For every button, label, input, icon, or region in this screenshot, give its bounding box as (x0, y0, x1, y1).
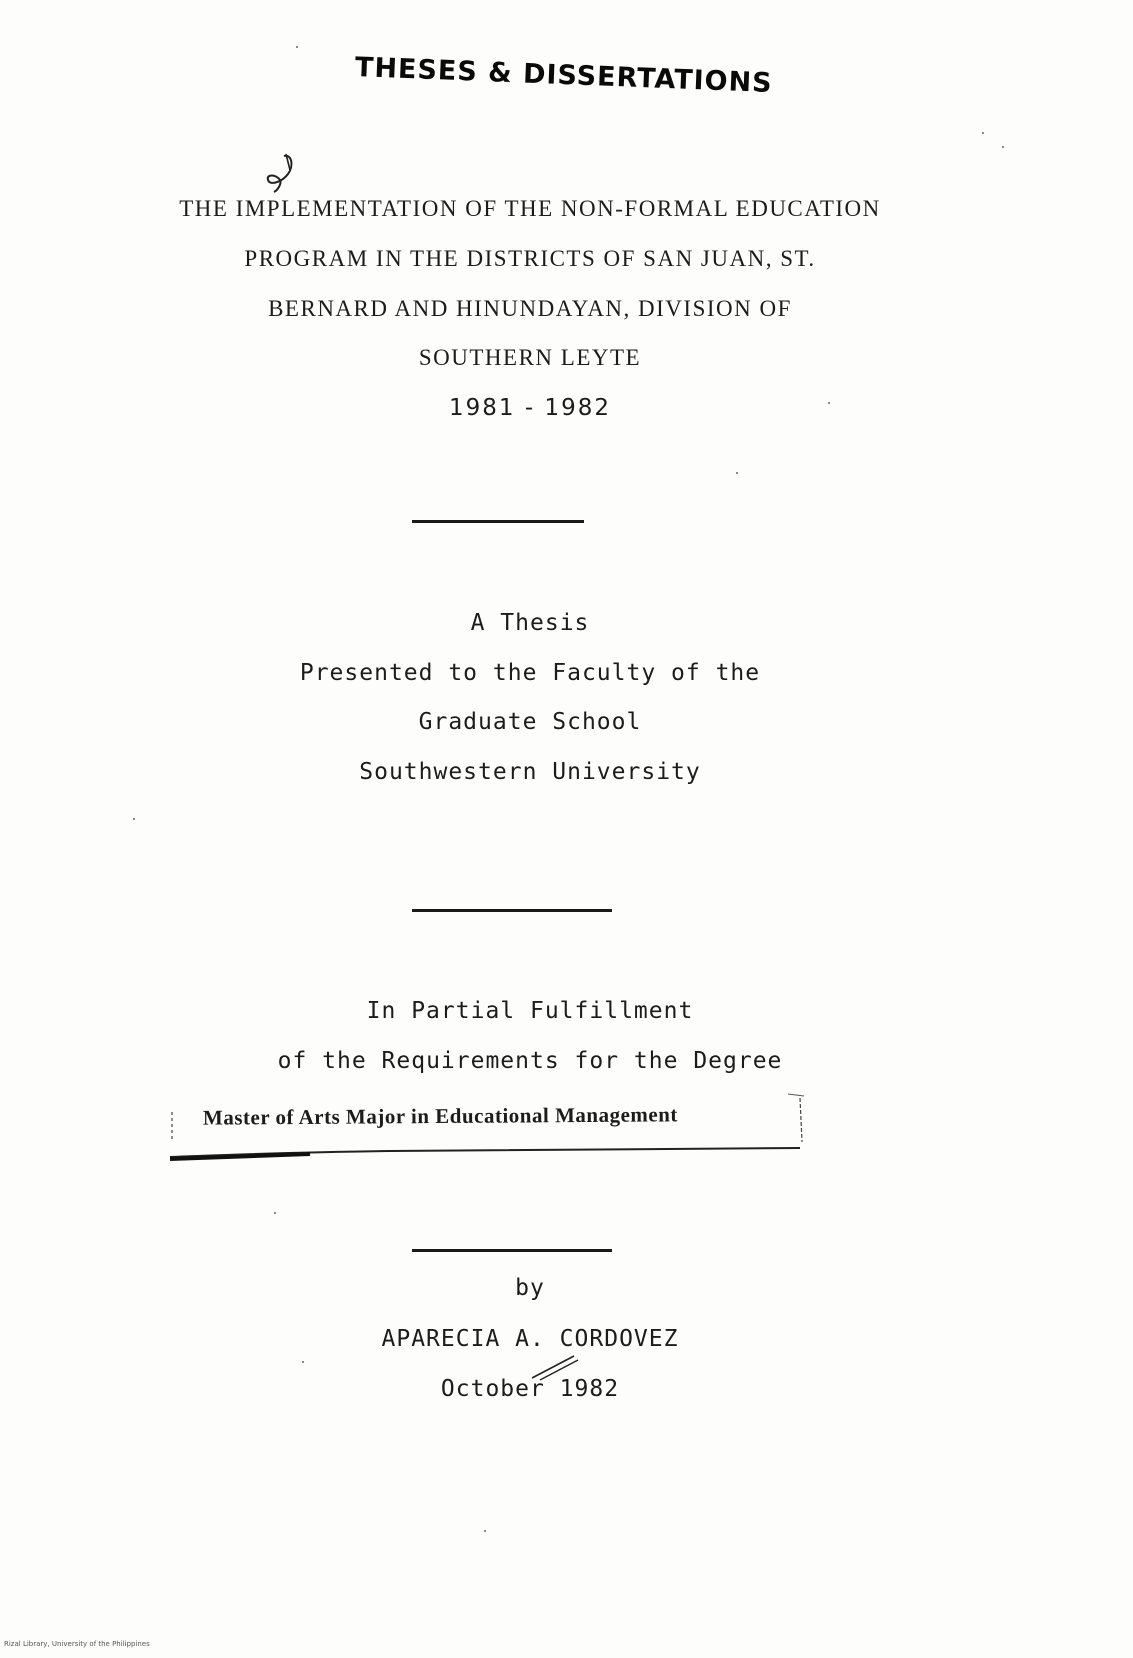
submission-date: October 1982 (440, 1376, 620, 1402)
scan-speck (302, 1361, 304, 1363)
title-line-2: PROGRAM IN THE DISTRICTS OF SAN JUAN, ST. (244, 246, 816, 271)
university-line: Southwestern University (359, 759, 701, 785)
divider-rule-1 (412, 520, 584, 523)
author-name: APARECIA A. CORDOVEZ (381, 1326, 679, 1352)
title-line-4: SOUTHERN LEYTE (418, 345, 642, 370)
scan-speck (484, 1530, 486, 1532)
title-line-1: THE IMPLEMENTATION OF THE NON-FORMAL EDUCATION (179, 196, 881, 221)
handwritten-mark-icon (262, 152, 306, 198)
scan-speck (274, 1212, 276, 1214)
scan-speck (1002, 146, 1004, 148)
divider-rule-3 (412, 1249, 612, 1252)
scan-speck (736, 472, 738, 474)
presented-to-line: Presented to the Faculty of the (299, 660, 761, 686)
title-line-3: BERNARD AND HINUNDAYAN, DIVISION OF (268, 296, 792, 321)
scan-speck (982, 132, 984, 134)
thesis-label: A Thesis (470, 610, 590, 636)
divider-rule-2 (412, 909, 612, 912)
title-years: 1981 - 1982 (449, 395, 611, 421)
scan-speck (133, 818, 135, 820)
theses-dissertations-stamp: THESES & DISSERTATIONS (354, 52, 774, 100)
handwritten-slash-icon (530, 1352, 580, 1382)
degree-name: Master of Arts Major in Educational Management (202, 1102, 678, 1130)
slip-shadow-edge (170, 1146, 804, 1162)
scan-speck (296, 46, 298, 48)
by-label: by (515, 1275, 545, 1301)
requirements-line: of the Requirements for the Degree (277, 1048, 783, 1074)
partial-fulfillment-line: In Partial Fulfillment (366, 998, 694, 1024)
scan-footer: Rizal Library, University of the Philippines (4, 1640, 150, 1648)
scan-speck (828, 402, 830, 404)
graduate-school-line: Graduate School (418, 709, 642, 735)
